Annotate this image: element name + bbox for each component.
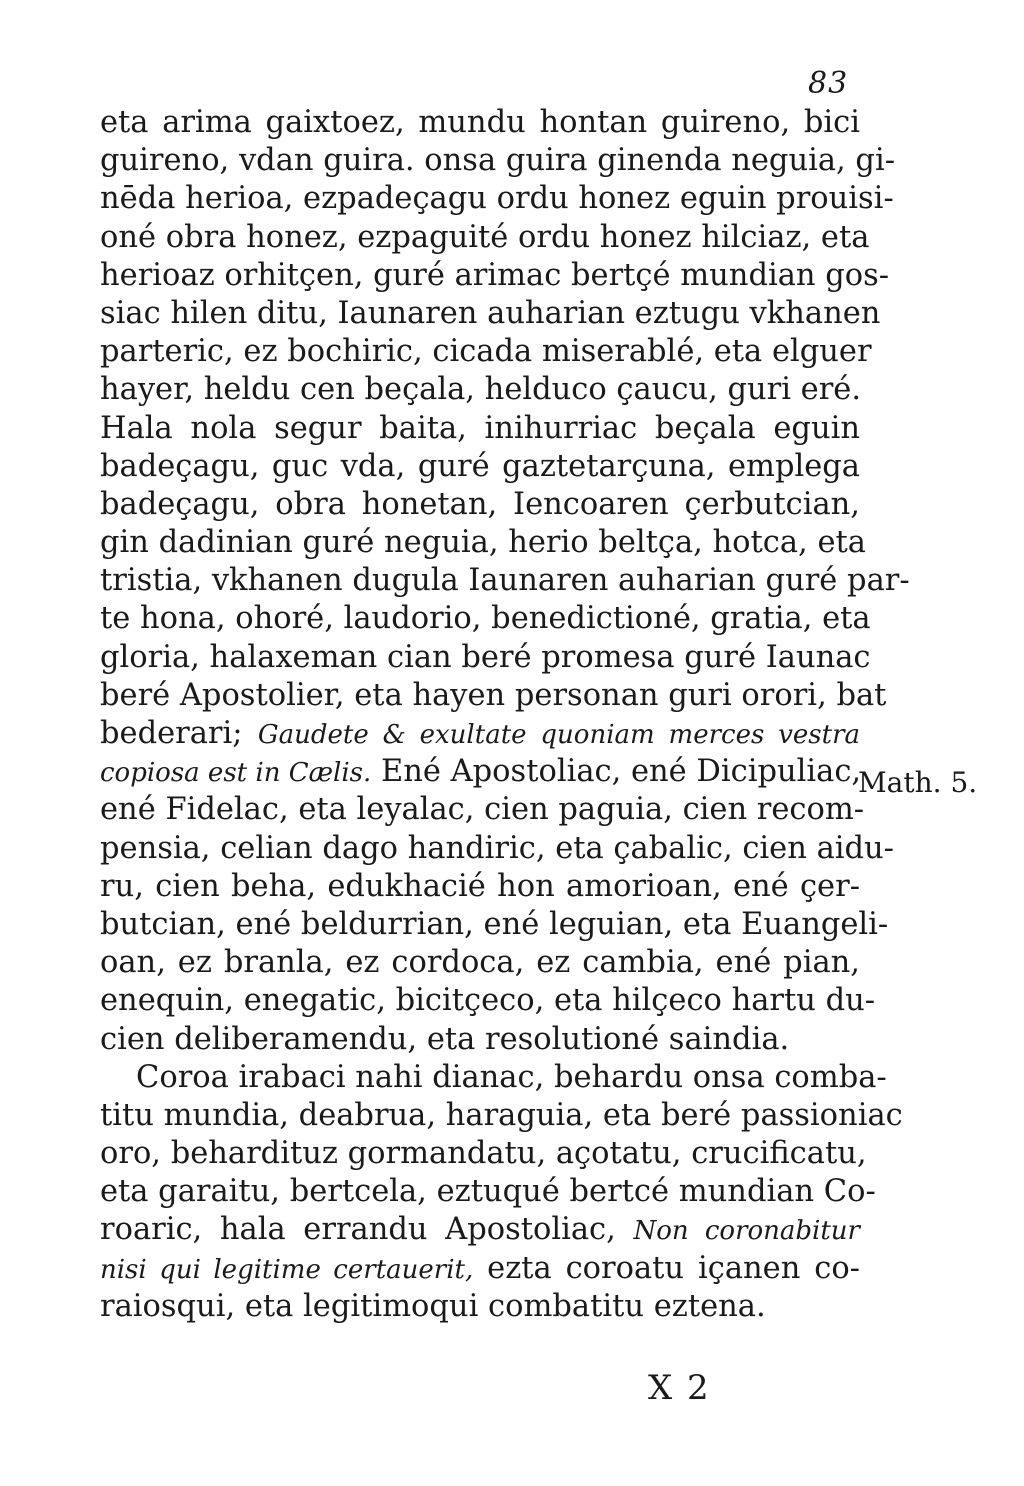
- margin-reference-note: Math. 5.: [858, 766, 978, 799]
- text-line: eta arima gaixtoez, mundu hontan guireno, bici: [100, 105, 860, 140]
- text-line: siac hilen ditu, Iaunaren auharian eztugu vkhanen: [100, 295, 881, 331]
- text-line: oné obra honez, ezpaguité ordu honez hilciaz, eta: [100, 219, 870, 255]
- text-line: herioaz orhitçen, guré arimac bertçé mundian gos-: [100, 257, 890, 293]
- text-fragment: roaric, hala errandu Apostoliac,: [100, 1212, 634, 1248]
- text-line: pensia, celian dago handiric, eta çabalic, cien aidu-: [100, 830, 894, 866]
- text-line: gloria, halaxeman cian beré promesa guré Iaunac: [100, 639, 871, 675]
- text-line: oan, ez branla, ez cordoca, ez cambia, ené pian,: [100, 945, 860, 981]
- latin-quote: Gaudete & exultate quoniam merces vestra: [257, 720, 860, 750]
- text-fragment: ezta coroatu içanen co-: [473, 1250, 860, 1286]
- text-line: Hala nola segur baita, inihurriac beçala eguin: [100, 410, 860, 446]
- text-line: enequin, enegatic, bicitçeco, eta hilçeco hartu du-: [100, 983, 876, 1019]
- text-line: badeçagu, obra honetan, Iencoaren çerbutcian,: [100, 486, 860, 522]
- text-fragment: bederari;: [100, 716, 258, 751]
- body-text: [100, 104, 910, 1326]
- latin-quote: Non coronabitur: [633, 1216, 860, 1247]
- signature-mark: X 2: [648, 1368, 711, 1408]
- text-line: eta garaitu, bertcela, eztuqué bertcé mundian Co-: [100, 1174, 876, 1210]
- text-line-latin-quote: [100, 753, 860, 791]
- text-line: nēda herioa, ezpadeçagu ordu honez eguin prouisi-: [100, 181, 894, 217]
- text-line: Coroa irabaci nahi dianac, behardu onsa comba-: [136, 1059, 887, 1095]
- text-line: titu mundia, deabrua, haraguia, eta beré passioniac: [100, 1097, 903, 1133]
- text-line-latin-quote: [100, 1211, 860, 1249]
- text-line: tristia, vkhanen dugula Iaunaren auharian guré par-: [100, 563, 910, 599]
- text-line: guireno, vdan guira. onsa guira ginenda neguia, gi-: [100, 143, 896, 179]
- text-line: butcian, ené beldurrian, ené leguian, eta Euangeli-: [100, 906, 889, 942]
- latin-quote: copiosa est in Cælis.: [100, 758, 372, 789]
- text-line: cien deliberamendu, eta resolutioné saindia.: [100, 1021, 790, 1057]
- text-line: gin dadinian guré neguia, herio beltça, hotca, eta: [100, 525, 866, 561]
- text-line: oro, behardituz gormandatu, açotatu, crucificatu,: [100, 1136, 867, 1172]
- page-number: 83: [808, 66, 849, 101]
- text-line: te hona, ohoré, laudorio, benedictioné, gratia, eta: [100, 601, 871, 637]
- text-line: parteric, ez bochiric, cicada miserablé, eta elguer: [100, 334, 872, 370]
- text-line: raiosqui, eta legitimoqui combatitu eztena.: [100, 1288, 766, 1324]
- text-line-latin-quote: [100, 1250, 860, 1288]
- latin-quote: nisi qui legitime certauerit,: [100, 1254, 474, 1285]
- text-line: hayer, heldu cen beçala, helduco çaucu, guri eré.: [100, 372, 862, 408]
- text-fragment: Ené Apostoliac, ené Dicipuliac,: [371, 754, 862, 790]
- text-line: ené Fidelac, eta leyalac, cien paguia, cien recom-: [100, 792, 865, 828]
- text-line: ru, cien beha, edukhacié hon amorioan, ené çer-: [100, 868, 860, 904]
- text-line: badeçagu, guc vda, guré gaztetarçuna, emplega: [100, 448, 860, 484]
- text-line: beré Apostolier, eta hayen personan guri orori, bat: [100, 677, 887, 713]
- text-line-latin-quote: [100, 715, 860, 753]
